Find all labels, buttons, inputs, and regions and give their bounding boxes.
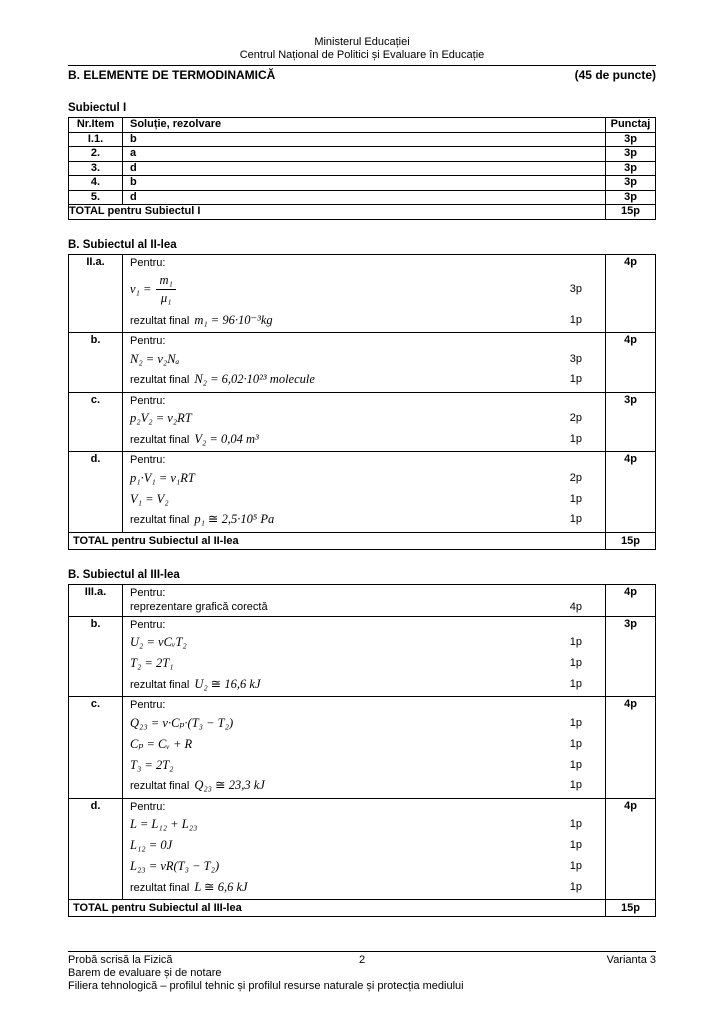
table-row bbox=[69, 392, 656, 452]
line-score: 1p bbox=[569, 737, 582, 750]
formula: m₁ = 96·10⁻³kg bbox=[194, 312, 273, 327]
result-line bbox=[130, 509, 605, 530]
fraction-numerator: m₁ bbox=[156, 273, 175, 290]
solution-text: Pentru: bbox=[130, 454, 166, 466]
answer: d bbox=[123, 161, 606, 176]
total-points: 15p bbox=[606, 900, 656, 917]
result-line bbox=[130, 429, 605, 450]
points: 3p bbox=[606, 132, 656, 147]
line-score: 3p bbox=[569, 283, 582, 295]
points: 4p bbox=[606, 333, 656, 393]
result-line bbox=[130, 310, 605, 331]
points: 4p bbox=[606, 584, 656, 616]
points: 4p bbox=[606, 798, 656, 900]
table-row bbox=[69, 697, 656, 799]
points: 3p bbox=[606, 176, 656, 191]
total-points: 15p bbox=[606, 205, 656, 220]
subject1-title: Subiectul I bbox=[68, 102, 127, 114]
points: 3p bbox=[606, 147, 656, 162]
item-number: II.a. bbox=[69, 254, 123, 333]
formula: p₂V₂ = ν₂RT bbox=[130, 411, 192, 425]
formula-line bbox=[130, 270, 605, 310]
page-footer bbox=[68, 951, 656, 994]
formula-line bbox=[130, 835, 605, 856]
line-score: 1p bbox=[569, 432, 582, 445]
item-number: I.1. bbox=[69, 132, 123, 147]
table-row bbox=[69, 333, 656, 393]
result-label: rezultat final bbox=[130, 514, 190, 526]
solution-text: Pentru: bbox=[130, 256, 166, 269]
footer-variant: Varianta 3 bbox=[606, 954, 656, 966]
item-number: d. bbox=[69, 452, 123, 533]
footer-exam-name: Probă scrisă la Fizică bbox=[68, 954, 173, 966]
formula: Q₂₃ = ν·Cₚ·(T₃ − T₂) bbox=[130, 715, 234, 730]
line-score: 2p bbox=[569, 412, 582, 424]
result-label: rezultat final bbox=[130, 433, 190, 446]
item-number: 2. bbox=[69, 147, 123, 162]
total-label: TOTAL pentru Subiectul al III-lea bbox=[69, 900, 606, 917]
formula-line bbox=[130, 488, 605, 509]
formula: L₂₃ = νR(T₃ − T₂) bbox=[130, 859, 220, 873]
formula-line bbox=[130, 632, 605, 653]
line-score: 1p bbox=[569, 880, 582, 893]
subject2-title: B. Subiectul al II-lea bbox=[68, 238, 177, 251]
line-score: 1p bbox=[569, 492, 582, 505]
line-score: 1p bbox=[569, 860, 582, 872]
points: 4p bbox=[606, 254, 656, 333]
solution-text: Pentru: bbox=[130, 699, 166, 711]
subject1-table bbox=[68, 117, 656, 220]
header-divider bbox=[68, 65, 656, 66]
solution-text: Pentru: bbox=[130, 800, 166, 813]
line-score: 1p bbox=[569, 657, 582, 669]
formula: ν₁ = bbox=[130, 282, 152, 296]
table-header-row bbox=[69, 118, 656, 133]
table-row bbox=[69, 176, 656, 191]
footer-filiera-line: Filiera tehnologică – profilul tehnic și profilul resurse naturale și protecția mediului bbox=[68, 980, 464, 993]
line-score: 4p bbox=[569, 600, 582, 613]
item-number: c. bbox=[69, 697, 123, 799]
formula-line bbox=[130, 814, 605, 835]
formula: N₂ = ν₂Nₐ bbox=[130, 351, 180, 366]
col-header-points: Punctaj bbox=[606, 118, 656, 133]
formula: T₃ = 2T₂ bbox=[130, 757, 174, 772]
item-number: b. bbox=[69, 616, 123, 697]
subject2-table bbox=[68, 254, 656, 550]
line-score: 2p bbox=[569, 471, 582, 484]
result-line bbox=[130, 877, 605, 898]
formula-line bbox=[130, 856, 605, 877]
table-row bbox=[69, 798, 656, 900]
line-score: 1p bbox=[569, 636, 582, 648]
solution-cell bbox=[123, 333, 606, 393]
line-score: 1p bbox=[569, 779, 582, 791]
solution-text: Pentru: bbox=[130, 394, 166, 407]
item-number: c. bbox=[69, 392, 123, 452]
table-row bbox=[69, 190, 656, 205]
item-number: III.a. bbox=[69, 584, 123, 616]
formula-line bbox=[130, 408, 605, 429]
line-score: 3p bbox=[569, 352, 582, 365]
points: 3p bbox=[606, 392, 656, 452]
formula: V₁ = V₂ bbox=[130, 491, 169, 506]
formula-line bbox=[130, 754, 605, 775]
points: 3p bbox=[606, 161, 656, 176]
total-label: TOTAL pentru Subiectul I bbox=[69, 205, 606, 220]
item-number: b. bbox=[69, 333, 123, 393]
result-line bbox=[130, 369, 605, 390]
result-label: rezultat final bbox=[130, 881, 190, 894]
solution-text: reprezentare grafică corectă bbox=[130, 600, 268, 613]
table-row bbox=[69, 452, 656, 533]
table-row bbox=[69, 147, 656, 162]
total-label: TOTAL pentru Subiectul al II-lea bbox=[69, 532, 606, 549]
formula: U₂ ≅ 16,6 kJ bbox=[194, 676, 261, 691]
formula: T₂ = 2T₁ bbox=[130, 656, 174, 670]
total-points: 15p bbox=[606, 532, 656, 549]
table-row bbox=[69, 254, 656, 333]
result-line bbox=[130, 674, 605, 695]
col-header-solution: Soluție, rezolvare bbox=[123, 118, 606, 133]
line-score: 1p bbox=[569, 313, 582, 326]
formula: L₁₂ = 0J bbox=[130, 838, 173, 852]
total-row bbox=[69, 532, 656, 549]
formula-line bbox=[130, 467, 605, 488]
answer: a bbox=[123, 147, 606, 162]
points: 4p bbox=[606, 452, 656, 533]
formula-line bbox=[130, 733, 605, 754]
table-row bbox=[69, 616, 656, 697]
fraction bbox=[156, 273, 175, 306]
solution-cell bbox=[123, 697, 606, 799]
solution-cell bbox=[123, 452, 606, 533]
document-header bbox=[68, 36, 656, 62]
section-points: (45 de puncte) bbox=[574, 68, 656, 82]
result-label: rezultat final bbox=[130, 374, 190, 386]
answer: b bbox=[123, 176, 606, 191]
answer: b bbox=[123, 132, 606, 147]
ministry-line: Ministerul Educației bbox=[314, 36, 410, 48]
formula: p₁ ≅ 2,5·10⁵ Pa bbox=[194, 512, 275, 526]
total-row bbox=[69, 205, 656, 220]
answer: d bbox=[123, 190, 606, 205]
solution-cell bbox=[123, 254, 606, 333]
item-number: 4. bbox=[69, 176, 123, 191]
formula: L = L₁₂ + L₂₃ bbox=[130, 817, 198, 831]
item-number: 3. bbox=[69, 161, 123, 176]
solution-text: Pentru: bbox=[130, 335, 166, 347]
table-row bbox=[69, 161, 656, 176]
center-line: Centrul Național de Politici și Evaluare în Educație bbox=[239, 49, 485, 61]
formula: V₂ = 0,04 m³ bbox=[194, 431, 259, 446]
line-score: 1p bbox=[569, 758, 582, 771]
section-title-row bbox=[68, 68, 656, 82]
formula-line bbox=[130, 653, 605, 674]
subject3-table bbox=[68, 584, 656, 918]
line-score: 1p bbox=[569, 839, 582, 851]
points: 4p bbox=[606, 697, 656, 799]
solution-cell bbox=[123, 392, 606, 452]
formula-line bbox=[130, 712, 605, 733]
solution-text: Pentru: bbox=[130, 618, 166, 631]
section-title: B. ELEMENTE DE TERMODINAMICĂ bbox=[68, 68, 276, 82]
formula: Cₚ = Cᵥ + R bbox=[130, 736, 193, 751]
solution-line bbox=[130, 600, 605, 614]
formula-line bbox=[130, 348, 605, 369]
line-score: 1p bbox=[569, 818, 582, 830]
formula: p₁·V₁ = ν₁RT bbox=[130, 470, 195, 485]
fraction-denominator: μ₁ bbox=[160, 290, 172, 305]
formula: L ≅ 6,6 kJ bbox=[194, 879, 248, 894]
line-score: 1p bbox=[569, 716, 582, 729]
footer-barem-line: Barem de evaluare și de notare bbox=[68, 967, 222, 980]
formula: Q₂₃ ≅ 23,3 kJ bbox=[194, 778, 265, 792]
solution-cell bbox=[123, 798, 606, 900]
formula: U₂ = νCᵥT₂ bbox=[130, 635, 187, 649]
result-label: rezultat final bbox=[130, 678, 190, 691]
solution-cell bbox=[123, 584, 606, 616]
table-row bbox=[69, 132, 656, 147]
subject3-title: B. Subiectul al III-lea bbox=[68, 568, 180, 581]
col-header-item: Nr.Item bbox=[69, 118, 123, 133]
points: 3p bbox=[606, 616, 656, 697]
line-score: 1p bbox=[569, 513, 582, 525]
result-line bbox=[130, 775, 605, 796]
result-label: rezultat final bbox=[130, 780, 190, 792]
line-score: 1p bbox=[569, 677, 582, 690]
solution-cell bbox=[123, 616, 606, 697]
total-row bbox=[69, 900, 656, 917]
footer-row bbox=[68, 954, 656, 967]
item-number: 5. bbox=[69, 190, 123, 205]
table-row bbox=[69, 584, 656, 616]
item-number: d. bbox=[69, 798, 123, 900]
solution-text: Pentru: bbox=[130, 586, 166, 599]
page-number: 2 bbox=[358, 954, 366, 966]
formula: N₂ = 6,02·10²³ molecule bbox=[194, 372, 315, 386]
line-score: 1p bbox=[569, 373, 582, 385]
points: 3p bbox=[606, 190, 656, 205]
result-label: rezultat final bbox=[130, 314, 190, 327]
